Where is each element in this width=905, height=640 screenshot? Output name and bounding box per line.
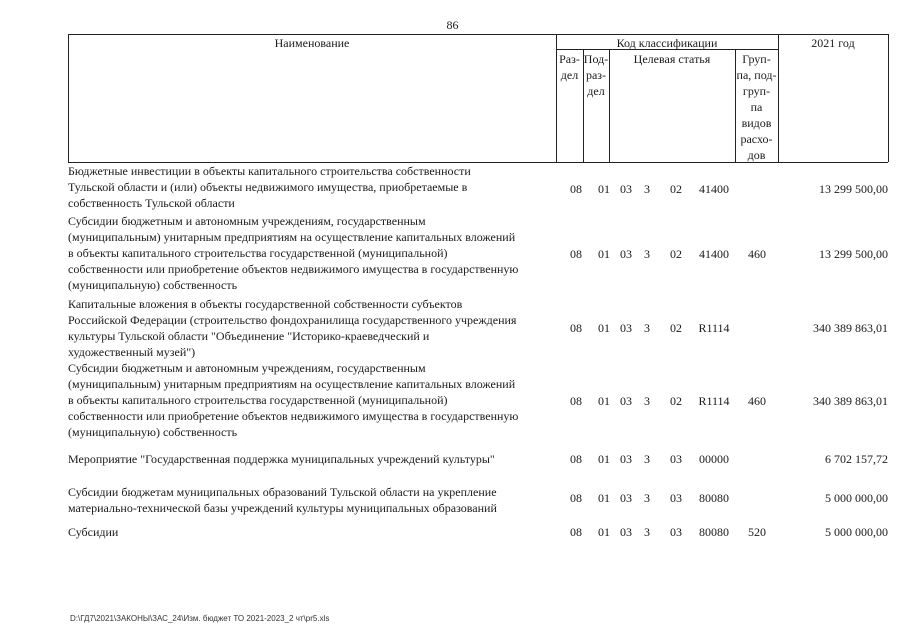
amount: 340 389 863,01 (813, 321, 888, 335)
target-type: 3 (644, 525, 650, 539)
target-subprogram: 02 (670, 321, 682, 335)
row-name-line: (муниципальную) собственность (68, 425, 238, 439)
page-number: 86 (446, 18, 459, 32)
header-group-line: дов (747, 148, 766, 162)
header-year: 2021 год (811, 36, 855, 50)
row-name-line: Российской Федерации (строительство фондохранилища государственного учреждения (68, 313, 517, 327)
target-subprogram: 02 (670, 247, 682, 261)
amount: 340 389 863,01 (813, 394, 888, 408)
razdel-code: 08 (570, 394, 582, 408)
target-direction: 00000 (699, 452, 729, 466)
row-name-line: материально-технической базы учреждений культуры муниципальных образований (68, 501, 497, 515)
file-path-footer: D:\ГД7\2021\ЗАКОНЫ\ЗАС_24\Изм. бюджет ТО 2021-2023_2 чт\pr5.xls (70, 614, 330, 623)
header-target: Целевая статья (633, 52, 711, 66)
header-right-border (888, 34, 889, 162)
razdel-code: 08 (570, 321, 582, 335)
amount: 13 299 500,00 (819, 247, 888, 261)
row-name-line: Субсидии (68, 525, 119, 539)
podrazdel-code: 01 (598, 491, 610, 505)
row-name-line: художественный музей") (68, 345, 196, 359)
target-subprogram: 03 (670, 491, 682, 505)
header-group-line: расхо- (740, 132, 773, 146)
target-type: 3 (644, 182, 650, 196)
target-program: 03 (620, 321, 632, 335)
row-name (68, 451, 558, 467)
target-type: 3 (644, 491, 650, 505)
row-name-line: Бюджетные инвестиции в объекты капитального строительства собственности (68, 164, 471, 178)
header-razdel (556, 51, 583, 83)
row-name (68, 163, 558, 211)
podrazdel-code: 01 (598, 321, 610, 335)
header-group-line: па (750, 100, 763, 114)
target-direction: R1114 (698, 394, 730, 408)
podrazdel-code: 01 (598, 525, 610, 539)
podrazdel-code: 01 (598, 182, 610, 196)
target-program: 03 (620, 394, 632, 408)
row-name-line: Мероприятие "Государственная поддержка муниципальных учреждений культуры" (68, 452, 495, 466)
podrazdel-code: 01 (598, 247, 610, 261)
row-name (68, 360, 558, 440)
row-name-line: в объекты капитального строительства государственной (муниципальной) (68, 393, 448, 407)
razdel-code: 08 (570, 452, 582, 466)
header-left-border (68, 34, 69, 162)
header-podrazdel (583, 51, 609, 99)
header-podrazdel-line: дел (587, 84, 605, 98)
row-name-line: Субсидии бюджетным и автономным учреждениям, государственным (68, 214, 426, 228)
header-group-line: видов (741, 116, 772, 130)
header-code-right-border (778, 34, 779, 162)
header-razdel-line: дел (560, 68, 579, 82)
header-razdel-line: Раз- (559, 52, 580, 66)
target-subprogram: 03 (670, 525, 682, 539)
podrazdel-code: 01 (598, 452, 610, 466)
razdel-code: 08 (570, 182, 582, 196)
header-group-line: па, под- (736, 68, 777, 82)
row-name-line: собственность Тульской области (68, 196, 235, 210)
row-name-line: в объекты капитального строительства государственной (муниципальной) (68, 246, 448, 260)
row-name (68, 484, 558, 516)
target-program: 03 (620, 491, 632, 505)
header-group-line: Груп- (742, 52, 771, 66)
target-type: 3 (644, 321, 650, 335)
amount: 6 702 157,72 (825, 452, 888, 466)
row-name (68, 296, 558, 360)
header-group-line: груп- (742, 84, 771, 98)
row-name-line: (муниципальную) собственность (68, 278, 238, 292)
row-name-line: собственности или приобретение объектов недвижимого имущества в государственную (68, 262, 519, 276)
target-subprogram: 03 (670, 452, 682, 466)
row-name-line: культуры Тульской области "Объединение "Историко-краеведческий и (68, 329, 430, 343)
target-subprogram: 02 (670, 182, 682, 196)
header-code-group: Код классификации (616, 36, 718, 50)
expense-group: 520 (748, 525, 766, 539)
target-program: 03 (620, 525, 632, 539)
razdel-code: 08 (570, 247, 582, 261)
target-direction: R1114 (698, 321, 730, 335)
row-name-line: Субсидии бюджетным и автономным учреждениям, государственным (68, 361, 426, 375)
expense-group: 460 (748, 394, 766, 408)
target-type: 3 (644, 247, 650, 261)
razdel-code: 08 (570, 525, 582, 539)
target-direction: 41400 (699, 247, 729, 261)
header-podrazdel-line: раз- (585, 68, 607, 82)
target-program: 03 (620, 182, 632, 196)
row-name-line: Субсидии бюджетам муниципальных образований Тульской области на укрепление (68, 485, 497, 499)
row-name-line: Тульской области и (или) объекты недвижимого имущества, приобретаемые в (68, 180, 468, 194)
podrazdel-code: 01 (598, 394, 610, 408)
target-direction: 80080 (699, 491, 729, 505)
razdel-code: 08 (570, 491, 582, 505)
target-type: 3 (644, 452, 650, 466)
amount: 13 299 500,00 (819, 182, 888, 196)
target-program: 03 (620, 452, 632, 466)
target-program: 03 (620, 247, 632, 261)
target-subprogram: 02 (670, 394, 682, 408)
header-podrazdel-line: Под- (583, 52, 609, 66)
header-group (735, 51, 778, 163)
row-name-line: (муниципальным) унитарным предприятиям на осуществление капитальных вложений (68, 230, 516, 244)
target-direction: 80080 (699, 525, 729, 539)
row-name-line: собственности или приобретение объектов недвижимого имущества в государственную (68, 409, 519, 423)
target-type: 3 (644, 394, 650, 408)
row-name (68, 213, 558, 293)
row-name (68, 524, 558, 540)
target-direction: 41400 (699, 182, 729, 196)
row-name-line: (муниципальным) унитарным предприятиям на осуществление капитальных вложений (68, 377, 516, 391)
amount: 5 000 000,00 (825, 525, 888, 539)
expense-group: 460 (748, 247, 766, 261)
row-name-line: Капитальные вложения в объекты государственной собственности субъектов (68, 297, 463, 311)
header-name: Наименование (274, 36, 350, 50)
amount: 5 000 000,00 (825, 491, 888, 505)
